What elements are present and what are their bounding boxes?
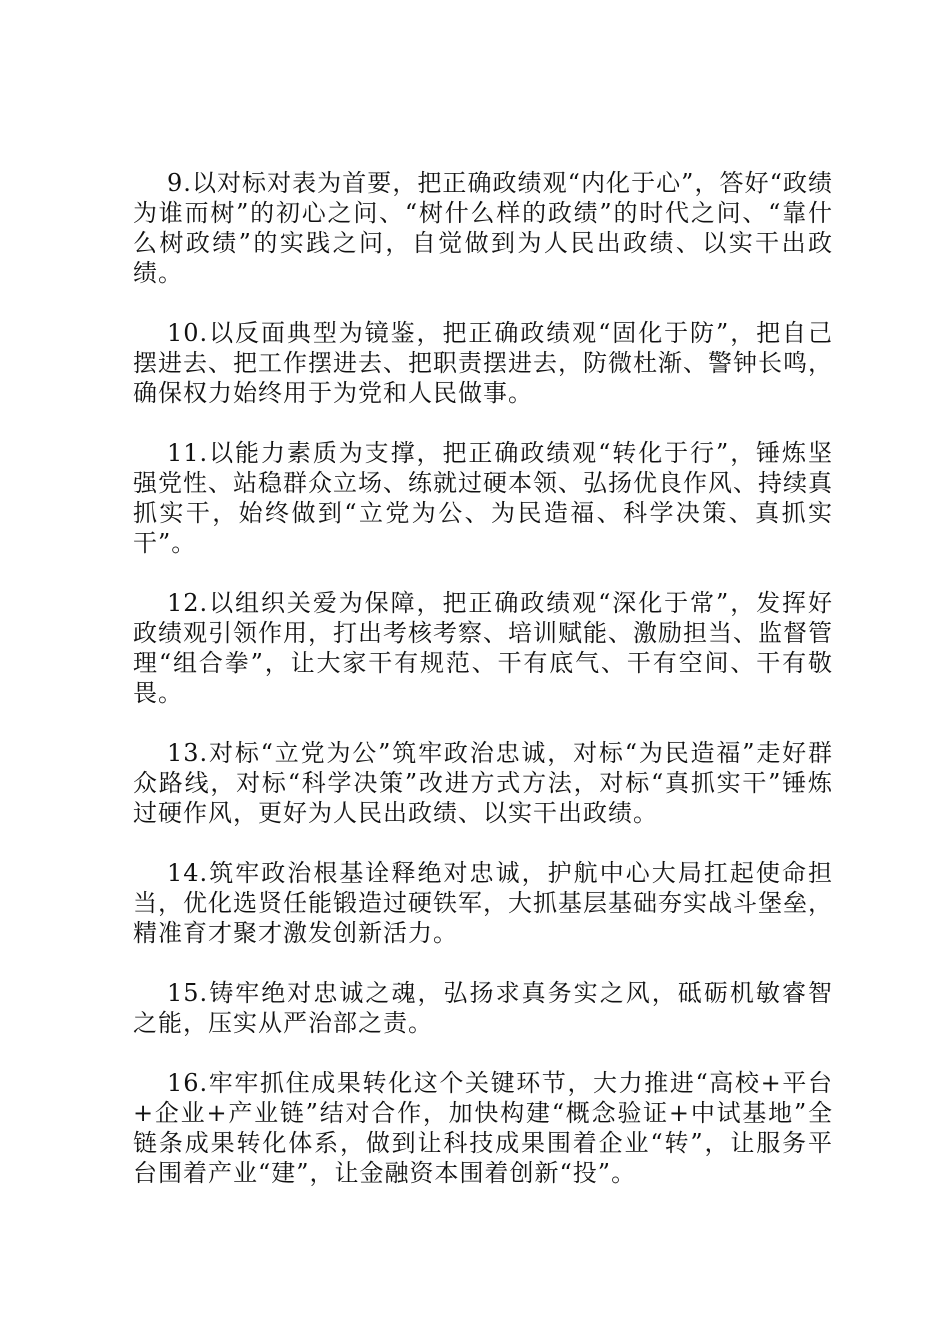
paragraph-13: 13.对标“立党为公”筑牢政治忠诚，对标“为民造福”走好群众路线，对标“科学决策”改进方式方法，对标“真抓实干”锤炼过硬作风，更好为人民出政绩、以实干出政绩。 — [133, 739, 833, 827]
paragraph-14: 14.筑牢政治根基诠释绝对忠诚，护航中心大局扛起使命担当，优化选贤任能锻造过硬铁军，大抓基层基础夯实战斗堡垒，精准育才聚才激发创新活力。 — [133, 859, 833, 947]
paragraph-11: 11.以能力素质为支撑，把正确政绩观“转化于行”，锤炼坚强党性、站稳群众立场、练就过硬本领、弘扬优良作风、持续真抓实干，始终做到“立党为公、为民造福、科学决策、真抓实干”。 — [133, 439, 833, 557]
paragraph-16: 16.牢牢抓住成果转化这个关键环节，大力推进“高校+平台+企业+产业链”结对合作，加快构建“概念验证+中试基地”全链条成果转化体系，做到让科技成果围着企业“转”，让服务平台围着产业“建”，让金融资本围着创新“投”。 — [133, 1069, 833, 1187]
paragraph-10: 10.以反面典型为镜鉴，把正确政绩观“固化于防”，把自己摆进去、把工作摆进去、把职责摆进去，防微杜渐、警钟长鸣，确保权力始终用于为党和人民做事。 — [133, 319, 833, 407]
document-body — [133, 168, 833, 1218]
paragraph-15: 15.铸牢绝对忠诚之魂，弘扬求真务实之风，砥砺机敏睿智之能，压实从严治部之责。 — [133, 979, 833, 1037]
paragraph-12: 12.以组织关爱为保障，把正确政绩观“深化于常”，发挥好政绩观引领作用，打出考核考察、培训赋能、激励担当、监督管理“组合拳”，让大家干有规范、干有底气、干有空间、干有敬畏。 — [133, 589, 833, 707]
paragraph-9: 9.以对标对表为首要，把正确政绩观“内化于心”，答好“政绩为谁而树”的初心之问、“树什么样的政绩”的时代之问、“靠什么树政绩”的实践之问，自觉做到为人民出政绩、以实干出政绩。 — [133, 169, 833, 287]
